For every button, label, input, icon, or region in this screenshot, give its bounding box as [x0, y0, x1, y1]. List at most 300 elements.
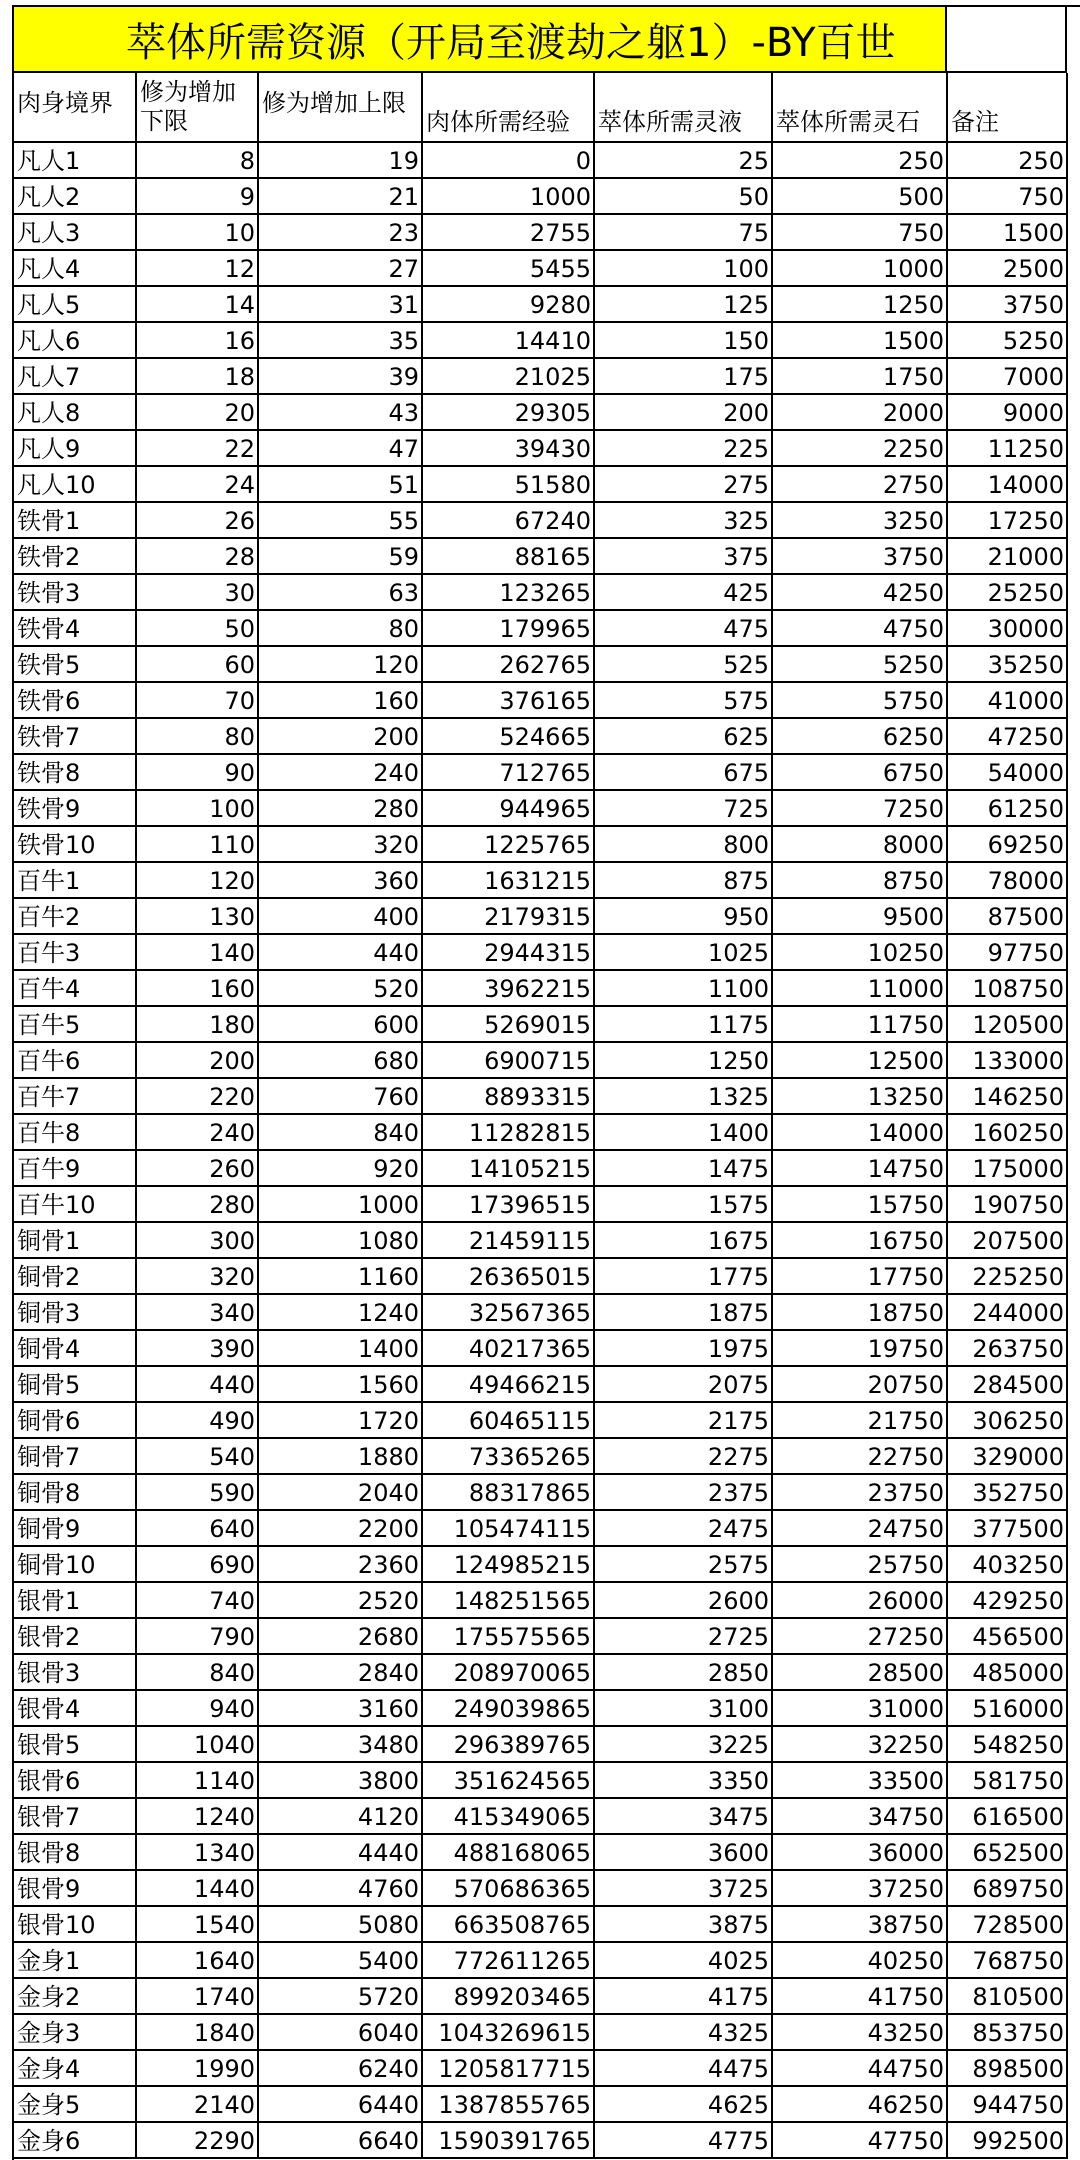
body-exp-cell[interactable]: 11282815 [423, 1115, 595, 1151]
body-exp-cell[interactable]: 5455 [423, 251, 595, 287]
cultivation-max-cell[interactable]: 1000 [259, 1187, 423, 1223]
spirit-stone-cell[interactable]: 28500 [773, 1655, 948, 1691]
realm-cell[interactable]: 金身2 [14, 1979, 137, 2015]
cultivation-max-cell[interactable]: 6640 [259, 2123, 423, 2159]
spirit-liquid-cell[interactable]: 1975 [595, 1331, 773, 1367]
cultivation-max-cell[interactable]: 360 [259, 863, 423, 899]
cultivation-max-cell[interactable]: 1880 [259, 1439, 423, 1475]
spirit-liquid-cell[interactable]: 100 [595, 251, 773, 287]
cultivation-min-cell[interactable]: 22 [137, 431, 259, 467]
notes-cell[interactable]: 377500 [948, 1511, 1068, 1547]
realm-cell[interactable]: 金身5 [14, 2087, 137, 2123]
spirit-liquid-cell[interactable]: 575 [595, 683, 773, 719]
body-exp-cell[interactable]: 488168065 [423, 1835, 595, 1871]
spirit-stone-cell[interactable]: 250 [773, 143, 948, 179]
spirit-stone-cell[interactable]: 11750 [773, 1007, 948, 1043]
notes-cell[interactable]: 78000 [948, 863, 1068, 899]
body-exp-cell[interactable]: 73365265 [423, 1439, 595, 1475]
realm-cell[interactable]: 铜骨6 [14, 1403, 137, 1439]
body-exp-cell[interactable]: 124985215 [423, 1547, 595, 1583]
notes-cell[interactable]: 750 [948, 179, 1068, 215]
cultivation-min-cell[interactable]: 160 [137, 971, 259, 1007]
cultivation-max-cell[interactable]: 680 [259, 1043, 423, 1079]
notes-cell[interactable]: 120500 [948, 1007, 1068, 1043]
notes-cell[interactable]: 54000 [948, 755, 1068, 791]
notes-cell[interactable]: 306250 [948, 1403, 1068, 1439]
realm-cell[interactable]: 铜骨8 [14, 1475, 137, 1511]
spirit-liquid-cell[interactable]: 1400 [595, 1115, 773, 1151]
notes-cell[interactable]: 581750 [948, 1763, 1068, 1799]
notes-cell[interactable]: 160250 [948, 1115, 1068, 1151]
cultivation-max-cell[interactable]: 320 [259, 827, 423, 863]
notes-cell[interactable]: 768750 [948, 1943, 1068, 1979]
cultivation-min-cell[interactable]: 24 [137, 467, 259, 503]
spirit-liquid-cell[interactable]: 150 [595, 323, 773, 359]
body-exp-cell[interactable]: 2944315 [423, 935, 595, 971]
body-exp-cell[interactable]: 175575565 [423, 1619, 595, 1655]
cultivation-max-cell[interactable]: 19 [259, 143, 423, 179]
spirit-stone-cell[interactable]: 2750 [773, 467, 948, 503]
cultivation-max-cell[interactable]: 160 [259, 683, 423, 719]
cultivation-min-cell[interactable]: 1340 [137, 1835, 259, 1871]
cultivation-max-cell[interactable]: 6440 [259, 2087, 423, 2123]
spirit-stone-cell[interactable]: 20750 [773, 1367, 948, 1403]
spirit-liquid-cell[interactable]: 675 [595, 755, 773, 791]
header-body-exp[interactable]: 肉体所需经验 [423, 73, 595, 143]
spirit-liquid-cell[interactable]: 4775 [595, 2123, 773, 2159]
cultivation-min-cell[interactable]: 110 [137, 827, 259, 863]
spirit-stone-cell[interactable]: 25750 [773, 1547, 948, 1583]
spirit-stone-cell[interactable]: 14750 [773, 1151, 948, 1187]
spirit-stone-cell[interactable]: 8750 [773, 863, 948, 899]
realm-cell[interactable]: 凡人5 [14, 287, 137, 323]
body-exp-cell[interactable]: 351624565 [423, 1763, 595, 1799]
notes-cell[interactable]: 853750 [948, 2015, 1068, 2051]
realm-cell[interactable]: 百牛6 [14, 1043, 137, 1079]
notes-cell[interactable]: 11250 [948, 431, 1068, 467]
spirit-liquid-cell[interactable]: 525 [595, 647, 773, 683]
body-exp-cell[interactable]: 944965 [423, 791, 595, 827]
spirit-liquid-cell[interactable]: 175 [595, 359, 773, 395]
cultivation-max-cell[interactable]: 6240 [259, 2051, 423, 2087]
realm-cell[interactable]: 金身1 [14, 1943, 137, 1979]
cultivation-min-cell[interactable]: 200 [137, 1043, 259, 1079]
spirit-liquid-cell[interactable]: 75 [595, 215, 773, 251]
realm-cell[interactable]: 凡人9 [14, 431, 137, 467]
spirit-liquid-cell[interactable]: 4175 [595, 1979, 773, 2015]
cultivation-max-cell[interactable]: 23 [259, 215, 423, 251]
spirit-liquid-cell[interactable]: 2075 [595, 1367, 773, 1403]
cultivation-min-cell[interactable]: 840 [137, 1655, 259, 1691]
cultivation-min-cell[interactable]: 1990 [137, 2051, 259, 2087]
cultivation-min-cell[interactable]: 1140 [137, 1763, 259, 1799]
cultivation-min-cell[interactable]: 180 [137, 1007, 259, 1043]
cultivation-max-cell[interactable]: 35 [259, 323, 423, 359]
cultivation-max-cell[interactable]: 4120 [259, 1799, 423, 1835]
spirit-liquid-cell[interactable]: 375 [595, 539, 773, 575]
cultivation-max-cell[interactable]: 1400 [259, 1331, 423, 1367]
realm-cell[interactable]: 铁骨3 [14, 575, 137, 611]
notes-cell[interactable]: 652500 [948, 1835, 1068, 1871]
spirit-liquid-cell[interactable]: 275 [595, 467, 773, 503]
notes-cell[interactable]: 7000 [948, 359, 1068, 395]
realm-cell[interactable]: 金身3 [14, 2015, 137, 2051]
realm-cell[interactable]: 凡人10 [14, 467, 137, 503]
spirit-liquid-cell[interactable]: 1575 [595, 1187, 773, 1223]
body-exp-cell[interactable]: 249039865 [423, 1691, 595, 1727]
spirit-stone-cell[interactable]: 4250 [773, 575, 948, 611]
realm-cell[interactable]: 银骨1 [14, 1583, 137, 1619]
notes-cell[interactable]: 21000 [948, 539, 1068, 575]
body-exp-cell[interactable]: 1387855765 [423, 2087, 595, 2123]
body-exp-cell[interactable]: 123265 [423, 575, 595, 611]
spirit-stone-cell[interactable]: 500 [773, 179, 948, 215]
cultivation-max-cell[interactable]: 1160 [259, 1259, 423, 1295]
notes-cell[interactable]: 97750 [948, 935, 1068, 971]
body-exp-cell[interactable]: 1590391765 [423, 2123, 595, 2159]
spirit-liquid-cell[interactable]: 475 [595, 611, 773, 647]
body-exp-cell[interactable]: 899203465 [423, 1979, 595, 2015]
cultivation-min-cell[interactable]: 130 [137, 899, 259, 935]
cultivation-max-cell[interactable]: 21 [259, 179, 423, 215]
cultivation-min-cell[interactable]: 740 [137, 1583, 259, 1619]
body-exp-cell[interactable]: 88165 [423, 539, 595, 575]
realm-cell[interactable]: 百牛2 [14, 899, 137, 935]
spirit-stone-cell[interactable]: 14000 [773, 1115, 948, 1151]
spirit-stone-cell[interactable]: 3750 [773, 539, 948, 575]
body-exp-cell[interactable]: 2755 [423, 215, 595, 251]
realm-cell[interactable]: 百牛9 [14, 1151, 137, 1187]
realm-cell[interactable]: 金身6 [14, 2123, 137, 2159]
cultivation-max-cell[interactable]: 520 [259, 971, 423, 1007]
spirit-stone-cell[interactable]: 27250 [773, 1619, 948, 1655]
body-exp-cell[interactable]: 1043269615 [423, 2015, 595, 2051]
spirit-liquid-cell[interactable]: 225 [595, 431, 773, 467]
cultivation-max-cell[interactable]: 280 [259, 791, 423, 827]
notes-cell[interactable]: 190750 [948, 1187, 1068, 1223]
spirit-stone-cell[interactable]: 6750 [773, 755, 948, 791]
notes-cell[interactable]: 992500 [948, 2123, 1068, 2159]
notes-cell[interactable]: 244000 [948, 1295, 1068, 1331]
notes-cell[interactable]: 2500 [948, 251, 1068, 287]
cultivation-min-cell[interactable]: 390 [137, 1331, 259, 1367]
spirit-liquid-cell[interactable]: 3725 [595, 1871, 773, 1907]
cultivation-min-cell[interactable]: 280 [137, 1187, 259, 1223]
cultivation-max-cell[interactable]: 27 [259, 251, 423, 287]
realm-cell[interactable]: 铜骨7 [14, 1439, 137, 1475]
body-exp-cell[interactable]: 0 [423, 143, 595, 179]
body-exp-cell[interactable]: 5269015 [423, 1007, 595, 1043]
spirit-stone-cell[interactable]: 46250 [773, 2087, 948, 2123]
cultivation-min-cell[interactable]: 30 [137, 575, 259, 611]
spirit-liquid-cell[interactable]: 3350 [595, 1763, 773, 1799]
cultivation-min-cell[interactable]: 440 [137, 1367, 259, 1403]
spirit-liquid-cell[interactable]: 2725 [595, 1619, 773, 1655]
realm-cell[interactable]: 凡人3 [14, 215, 137, 251]
spirit-stone-cell[interactable]: 33500 [773, 1763, 948, 1799]
cultivation-min-cell[interactable]: 60 [137, 647, 259, 683]
spirit-stone-cell[interactable]: 34750 [773, 1799, 948, 1835]
notes-cell[interactable]: 175000 [948, 1151, 1068, 1187]
header-spirit-stone[interactable]: 萃体所需灵石 [773, 73, 948, 143]
spirit-liquid-cell[interactable]: 1675 [595, 1223, 773, 1259]
notes-cell[interactable]: 810500 [948, 1979, 1068, 2015]
spirit-stone-cell[interactable]: 44750 [773, 2051, 948, 2087]
realm-cell[interactable]: 铁骨1 [14, 503, 137, 539]
cultivation-min-cell[interactable]: 1240 [137, 1799, 259, 1835]
cultivation-max-cell[interactable]: 63 [259, 575, 423, 611]
spirit-liquid-cell[interactable]: 625 [595, 719, 773, 755]
body-exp-cell[interactable]: 40217365 [423, 1331, 595, 1367]
spirit-liquid-cell[interactable]: 3475 [595, 1799, 773, 1835]
realm-cell[interactable]: 金身4 [14, 2051, 137, 2087]
cultivation-max-cell[interactable]: 840 [259, 1115, 423, 1151]
spirit-stone-cell[interactable]: 8000 [773, 827, 948, 863]
realm-cell[interactable]: 凡人6 [14, 323, 137, 359]
spirit-stone-cell[interactable]: 750 [773, 215, 948, 251]
spirit-stone-cell[interactable]: 43250 [773, 2015, 948, 2051]
sheet-title-cell[interactable]: 萃体所需资源（开局至渡劫之躯1）-BY百世 [14, 7, 947, 73]
notes-cell[interactable]: 41000 [948, 683, 1068, 719]
notes-cell[interactable]: 485000 [948, 1655, 1068, 1691]
spirit-liquid-cell[interactable]: 200 [595, 395, 773, 431]
spirit-stone-cell[interactable]: 19750 [773, 1331, 948, 1367]
cultivation-max-cell[interactable]: 2360 [259, 1547, 423, 1583]
spirit-liquid-cell[interactable]: 3100 [595, 1691, 773, 1727]
body-exp-cell[interactable]: 32567365 [423, 1295, 595, 1331]
spirit-stone-cell[interactable]: 13250 [773, 1079, 948, 1115]
cultivation-max-cell[interactable]: 760 [259, 1079, 423, 1115]
notes-cell[interactable]: 898500 [948, 2051, 1068, 2087]
body-exp-cell[interactable]: 1000 [423, 179, 595, 215]
cultivation-max-cell[interactable]: 2200 [259, 1511, 423, 1547]
body-exp-cell[interactable]: 3962215 [423, 971, 595, 1007]
notes-cell[interactable]: 47250 [948, 719, 1068, 755]
cultivation-max-cell[interactable]: 1560 [259, 1367, 423, 1403]
notes-cell[interactable]: 146250 [948, 1079, 1068, 1115]
cultivation-min-cell[interactable]: 2290 [137, 2123, 259, 2159]
spirit-stone-cell[interactable]: 16750 [773, 1223, 948, 1259]
spirit-liquid-cell[interactable]: 2575 [595, 1547, 773, 1583]
body-exp-cell[interactable]: 1631215 [423, 863, 595, 899]
notes-cell[interactable]: 403250 [948, 1547, 1068, 1583]
realm-cell[interactable]: 铁骨6 [14, 683, 137, 719]
notes-cell[interactable]: 689750 [948, 1871, 1068, 1907]
spirit-liquid-cell[interactable]: 725 [595, 791, 773, 827]
spirit-liquid-cell[interactable]: 1100 [595, 971, 773, 1007]
spirit-liquid-cell[interactable]: 2475 [595, 1511, 773, 1547]
cultivation-max-cell[interactable]: 600 [259, 1007, 423, 1043]
realm-cell[interactable]: 百牛5 [14, 1007, 137, 1043]
body-exp-cell[interactable]: 17396515 [423, 1187, 595, 1223]
cultivation-min-cell[interactable]: 300 [137, 1223, 259, 1259]
spirit-stone-cell[interactable]: 3250 [773, 503, 948, 539]
realm-cell[interactable]: 铜骨10 [14, 1547, 137, 1583]
cultivation-max-cell[interactable]: 5720 [259, 1979, 423, 2015]
realm-cell[interactable]: 铜骨9 [14, 1511, 137, 1547]
notes-cell[interactable]: 207500 [948, 1223, 1068, 1259]
notes-cell[interactable]: 329000 [948, 1439, 1068, 1475]
body-exp-cell[interactable]: 262765 [423, 647, 595, 683]
body-exp-cell[interactable]: 524665 [423, 719, 595, 755]
cultivation-min-cell[interactable]: 8 [137, 143, 259, 179]
spirit-stone-cell[interactable]: 24750 [773, 1511, 948, 1547]
spirit-liquid-cell[interactable]: 1250 [595, 1043, 773, 1079]
body-exp-cell[interactable]: 148251565 [423, 1583, 595, 1619]
spirit-stone-cell[interactable]: 5750 [773, 683, 948, 719]
cultivation-min-cell[interactable]: 220 [137, 1079, 259, 1115]
cultivation-max-cell[interactable]: 2840 [259, 1655, 423, 1691]
cultivation-max-cell[interactable]: 1080 [259, 1223, 423, 1259]
notes-cell[interactable]: 30000 [948, 611, 1068, 647]
spirit-stone-cell[interactable]: 2250 [773, 431, 948, 467]
spirit-liquid-cell[interactable]: 2600 [595, 1583, 773, 1619]
spirit-stone-cell[interactable]: 12500 [773, 1043, 948, 1079]
spirit-stone-cell[interactable]: 10250 [773, 935, 948, 971]
cultivation-min-cell[interactable]: 10 [137, 215, 259, 251]
cultivation-min-cell[interactable]: 260 [137, 1151, 259, 1187]
spirit-stone-cell[interactable]: 47750 [773, 2123, 948, 2159]
realm-cell[interactable]: 铜骨5 [14, 1367, 137, 1403]
spirit-stone-cell[interactable]: 4750 [773, 611, 948, 647]
cultivation-max-cell[interactable]: 4440 [259, 1835, 423, 1871]
cultivation-max-cell[interactable]: 1240 [259, 1295, 423, 1331]
spirit-liquid-cell[interactable]: 1175 [595, 1007, 773, 1043]
cultivation-min-cell[interactable]: 590 [137, 1475, 259, 1511]
cultivation-min-cell[interactable]: 14 [137, 287, 259, 323]
body-exp-cell[interactable]: 376165 [423, 683, 595, 719]
spirit-stone-cell[interactable]: 9500 [773, 899, 948, 935]
spirit-liquid-cell[interactable]: 2175 [595, 1403, 773, 1439]
realm-cell[interactable]: 铜骨3 [14, 1295, 137, 1331]
notes-cell[interactable]: 616500 [948, 1799, 1068, 1835]
cultivation-min-cell[interactable]: 70 [137, 683, 259, 719]
cultivation-min-cell[interactable]: 90 [137, 755, 259, 791]
spirit-liquid-cell[interactable]: 425 [595, 575, 773, 611]
body-exp-cell[interactable]: 179965 [423, 611, 595, 647]
body-exp-cell[interactable]: 296389765 [423, 1727, 595, 1763]
spirit-stone-cell[interactable]: 17750 [773, 1259, 948, 1295]
cultivation-min-cell[interactable]: 140 [137, 935, 259, 971]
realm-cell[interactable]: 百牛10 [14, 1187, 137, 1223]
spirit-stone-cell[interactable]: 7250 [773, 791, 948, 827]
spirit-stone-cell[interactable]: 2000 [773, 395, 948, 431]
realm-cell[interactable]: 凡人8 [14, 395, 137, 431]
spirit-liquid-cell[interactable]: 2275 [595, 1439, 773, 1475]
realm-cell[interactable]: 银骨10 [14, 1907, 137, 1943]
body-exp-cell[interactable]: 2179315 [423, 899, 595, 935]
notes-cell[interactable]: 548250 [948, 1727, 1068, 1763]
header-spirit-liquid[interactable]: 萃体所需灵液 [595, 73, 773, 143]
cultivation-max-cell[interactable]: 440 [259, 935, 423, 971]
body-exp-cell[interactable]: 49466215 [423, 1367, 595, 1403]
header-realm[interactable]: 肉身境界 [14, 73, 137, 143]
realm-cell[interactable]: 百牛7 [14, 1079, 137, 1115]
body-exp-cell[interactable]: 88317865 [423, 1475, 595, 1511]
cultivation-max-cell[interactable]: 5080 [259, 1907, 423, 1943]
notes-cell[interactable]: 1500 [948, 215, 1068, 251]
spirit-stone-cell[interactable]: 22750 [773, 1439, 948, 1475]
cultivation-max-cell[interactable]: 2520 [259, 1583, 423, 1619]
realm-cell[interactable]: 铁骨9 [14, 791, 137, 827]
notes-cell[interactable]: 9000 [948, 395, 1068, 431]
spirit-liquid-cell[interactable]: 4325 [595, 2015, 773, 2051]
cultivation-min-cell[interactable]: 490 [137, 1403, 259, 1439]
body-exp-cell[interactable]: 712765 [423, 755, 595, 791]
spirit-stone-cell[interactable]: 41750 [773, 1979, 948, 2015]
body-exp-cell[interactable]: 6900715 [423, 1043, 595, 1079]
realm-cell[interactable]: 铁骨2 [14, 539, 137, 575]
cultivation-min-cell[interactable]: 940 [137, 1691, 259, 1727]
realm-cell[interactable]: 铜骨1 [14, 1223, 137, 1259]
body-exp-cell[interactable]: 1205817715 [423, 2051, 595, 2087]
spirit-stone-cell[interactable]: 23750 [773, 1475, 948, 1511]
spirit-stone-cell[interactable]: 37250 [773, 1871, 948, 1907]
spirit-liquid-cell[interactable]: 1875 [595, 1295, 773, 1331]
spirit-liquid-cell[interactable]: 25 [595, 143, 773, 179]
cultivation-min-cell[interactable]: 100 [137, 791, 259, 827]
spirit-liquid-cell[interactable]: 125 [595, 287, 773, 323]
realm-cell[interactable]: 铜骨4 [14, 1331, 137, 1367]
header-notes[interactable]: 备注 [948, 73, 1068, 143]
spirit-liquid-cell[interactable]: 875 [595, 863, 773, 899]
realm-cell[interactable]: 凡人2 [14, 179, 137, 215]
body-exp-cell[interactable]: 772611265 [423, 1943, 595, 1979]
spirit-stone-cell[interactable]: 6250 [773, 719, 948, 755]
notes-cell[interactable]: 87500 [948, 899, 1068, 935]
cultivation-max-cell[interactable]: 5400 [259, 1943, 423, 1979]
realm-cell[interactable]: 凡人7 [14, 359, 137, 395]
cultivation-max-cell[interactable]: 2040 [259, 1475, 423, 1511]
cultivation-max-cell[interactable]: 39 [259, 359, 423, 395]
spirit-stone-cell[interactable]: 40250 [773, 1943, 948, 1979]
cultivation-min-cell[interactable]: 9 [137, 179, 259, 215]
spirit-stone-cell[interactable]: 5250 [773, 647, 948, 683]
cultivation-min-cell[interactable]: 320 [137, 1259, 259, 1295]
body-exp-cell[interactable]: 208970065 [423, 1655, 595, 1691]
cultivation-max-cell[interactable]: 47 [259, 431, 423, 467]
notes-cell[interactable]: 14000 [948, 467, 1068, 503]
cultivation-max-cell[interactable]: 55 [259, 503, 423, 539]
cultivation-min-cell[interactable]: 1640 [137, 1943, 259, 1979]
spirit-liquid-cell[interactable]: 4625 [595, 2087, 773, 2123]
notes-cell[interactable]: 133000 [948, 1043, 1068, 1079]
spirit-stone-cell[interactable]: 11000 [773, 971, 948, 1007]
header-cultivation-min[interactable]: 修为增加下限 [137, 73, 259, 143]
body-exp-cell[interactable]: 14105215 [423, 1151, 595, 1187]
cultivation-min-cell[interactable]: 28 [137, 539, 259, 575]
spirit-stone-cell[interactable]: 18750 [773, 1295, 948, 1331]
body-exp-cell[interactable]: 21459115 [423, 1223, 595, 1259]
realm-cell[interactable]: 铁骨4 [14, 611, 137, 647]
cultivation-max-cell[interactable]: 2680 [259, 1619, 423, 1655]
realm-cell[interactable]: 铁骨10 [14, 827, 137, 863]
notes-cell[interactable]: 429250 [948, 1583, 1068, 1619]
realm-cell[interactable]: 银骨2 [14, 1619, 137, 1655]
cultivation-min-cell[interactable]: 26 [137, 503, 259, 539]
body-exp-cell[interactable]: 1225765 [423, 827, 595, 863]
notes-cell[interactable]: 17250 [948, 503, 1068, 539]
realm-cell[interactable]: 银骨8 [14, 1835, 137, 1871]
notes-cell[interactable]: 225250 [948, 1259, 1068, 1295]
body-exp-cell[interactable]: 39430 [423, 431, 595, 467]
spirit-liquid-cell[interactable]: 325 [595, 503, 773, 539]
realm-cell[interactable]: 铜骨2 [14, 1259, 137, 1295]
notes-cell[interactable]: 25250 [948, 575, 1068, 611]
cultivation-max-cell[interactable]: 80 [259, 611, 423, 647]
cultivation-max-cell[interactable]: 31 [259, 287, 423, 323]
realm-cell[interactable]: 凡人1 [14, 143, 137, 179]
